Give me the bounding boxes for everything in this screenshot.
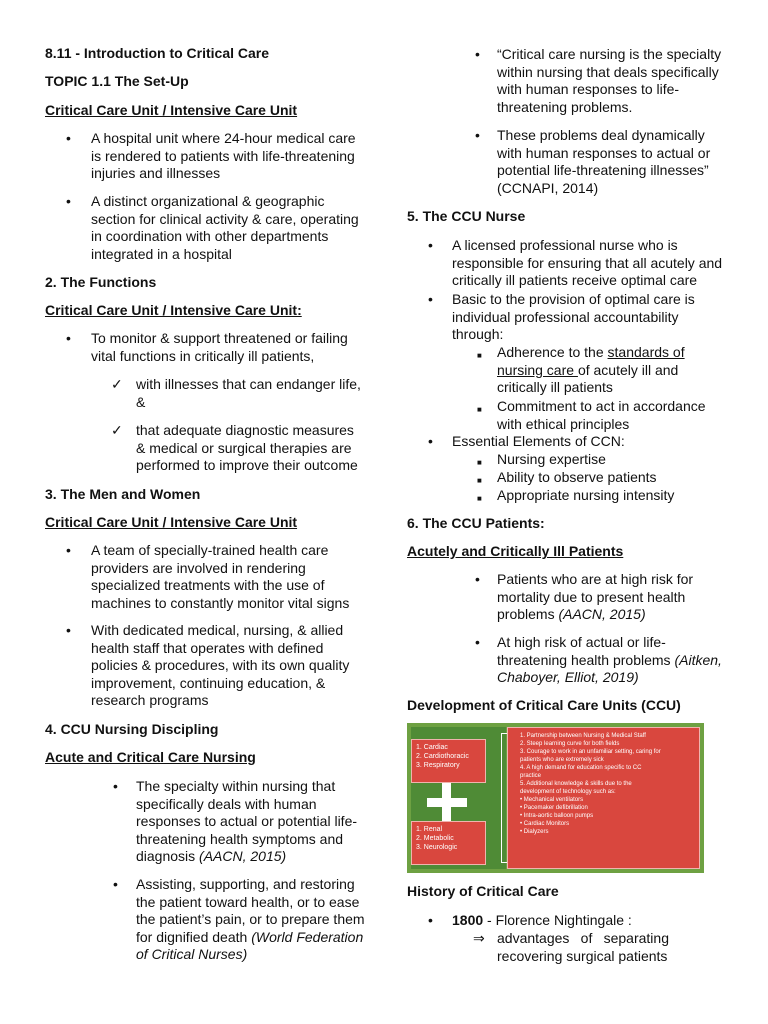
section1-subheading: Critical Care Unit / Intensive Care Unit (45, 102, 298, 118)
section5-bullet3: Essential Elements of CCN: (452, 433, 625, 449)
history-year: 1800 (452, 912, 484, 928)
checkmark-icon: ✓ (111, 376, 123, 392)
section3-bullet1: A team of specially-trained health care providers are involved in rendering specialized treatments with the use of machines to constantly monitor vital signs (91, 542, 350, 611)
bullet-dot: • (66, 330, 71, 346)
quote-bullet1: “Critical care nursing is the specialty within nursing that deals specifically with human responses to life- threatening problems. (497, 46, 722, 115)
section5-bullet2: Basic to the provision of optimal care is individual professional accountability through: (452, 291, 695, 342)
bullet-dot: • (475, 46, 480, 62)
section5-heading: 5. The CCU Nurse (407, 208, 526, 224)
bullet-dot: • (113, 876, 118, 892)
section2-heading: 2. The Functions (45, 274, 157, 290)
ccu-development-image (407, 723, 704, 873)
ccu-bottom-list: 1. Renal 2. Metabolic 3. Neurologic (411, 821, 486, 865)
bullet-dot: • (428, 433, 433, 449)
section6-subheading: Acutely and Critically Ill Patients (407, 543, 624, 559)
citation: Chaboyer, Elliot, 2019) (497, 669, 639, 685)
implies-arrow-icon: ⇒ (473, 930, 485, 946)
topic-heading: TOPIC 1.1 The Set-Up (45, 73, 189, 89)
element-item: Appropriate nursing intensity (497, 487, 675, 503)
square-bullet-icon: ■ (477, 351, 482, 360)
citation: (AACN, 2015) (199, 848, 287, 864)
section3-heading: 3. The Men and Women (45, 486, 201, 502)
bullet-dot: • (475, 634, 480, 650)
section1-bullet2: A distinct organizational & geographic section for clinical activity & care, operating in coordination with other departments integrated in a hospital (91, 193, 359, 262)
bullet-dot: • (66, 193, 71, 209)
citation: (Aitken, (674, 651, 722, 668)
section2-subheading: Critical Care Unit / Intensive Care Unit: (45, 302, 302, 318)
history-detail: advantages of separating recovering surgical patients (497, 930, 669, 964)
bullet-dot: • (428, 237, 433, 253)
development-heading: Development of Critical Care Units (CCU) (407, 697, 681, 713)
square-bullet-icon: ■ (477, 476, 482, 485)
section2-bullet1: To monitor & support threatened or failing vital functions in critically ill patients, (91, 330, 348, 364)
section4-subheading: Acute and Critical Care Nursing (45, 749, 256, 765)
history-heading: History of Critical Care (407, 883, 559, 899)
section2-check2: that adequate diagnostic measures & medical or surgical therapies are performed to improve their outcome (136, 422, 358, 473)
section5-sub2: Commitment to act in accordance with ethical principles (497, 398, 706, 432)
ccu-top-list: 1. Cardiac 2. Cardiothoracic 3. Respiratory (411, 739, 486, 783)
bullet-dot: • (66, 622, 71, 638)
citation: of Critical Nurses) (136, 946, 248, 962)
section1-bullet1: A hospital unit where 24-hour medical care is rendered to patients with life-threatening injuries and illnesses (91, 130, 356, 181)
citation: (World Federation (251, 928, 364, 945)
citation: (AACN, 2015) (558, 606, 646, 622)
plus-icon (442, 783, 451, 823)
bullet-dot: • (475, 127, 480, 143)
element-item: Ability to observe patients (497, 469, 657, 485)
section6-bullet1: Patients who are at high risk for mortality due to present health problems (AACN, 2015) (497, 571, 694, 622)
bullet-dot: • (475, 571, 480, 587)
document-title: 8.11 - Introduction to Critical Care (45, 45, 270, 61)
square-bullet-icon: ■ (477, 494, 482, 503)
quote-bullet2: These problems deal dynamically with human responses to actual or potential life-threatening illnesses” (CCNAPI, 2014) (497, 127, 711, 196)
square-bullet-icon: ■ (477, 458, 482, 467)
bullet-dot: • (113, 778, 118, 794)
section6-heading: 6. The CCU Patients: (407, 515, 545, 531)
section5-sub1: Adherence to the standards of nursing care of acutely ill and critically ill patients (497, 344, 685, 395)
bullet-dot: • (66, 130, 71, 146)
bullet-dot: • (428, 291, 433, 307)
section4-bullet1: The specialty within nursing that specifically deals with human responses to actual or potential life- threatening health symptoms and diagnosis (AACN, 2015) (136, 778, 358, 864)
section3-bullet2: With dedicated medical, nursing, & allied health staff that operates with defined policies & procedures, with its own quality improvement, continuing education, & research programs (91, 622, 350, 708)
element-item: Nursing expertise (497, 451, 606, 467)
history-item: 1800 - Florence Nightingale : (452, 912, 632, 928)
ccu-right-list: 1. Partnership between Nursing & Medical Staff 2. Steep learning curve for both fields 3. Courage to work in an unfamiliar setting, caring for patients who are extremely sick 4. A high demand for education specific to CC practice 5. Additional knowledge & skills due to the development of technology such as: • Mechanical ventilators • Pacemaker defibrillation • Intra-aortic balloon pumps • Cardiac Monitors • Dialyzers (507, 727, 700, 869)
section2-check1: with illnesses that can endanger life, & (136, 376, 361, 410)
checkmark-icon: ✓ (111, 422, 123, 438)
square-bullet-icon: ■ (477, 405, 482, 414)
section5-bullet1: A licensed professional nurse who is responsible for ensuring that all acutely and critically ill patients receive optimal care (452, 237, 723, 288)
bullet-dot: • (428, 912, 433, 928)
bullet-dot: • (66, 542, 71, 558)
section6-bullet2: At high risk of actual or life- threatening health problems (Aitken, Chaboyer, Elliot, 2019) (497, 634, 722, 685)
section4-bullet2: Assisting, supporting, and restoring the patient toward health, or to ease the patient’s pain, or to prepare them for dignified death (World Federation of Critical Nurses) (136, 876, 365, 962)
section3-subheading: Critical Care Unit / Intensive Care Unit (45, 514, 298, 530)
section4-heading: 4. CCU Nursing Discipling (45, 721, 219, 737)
